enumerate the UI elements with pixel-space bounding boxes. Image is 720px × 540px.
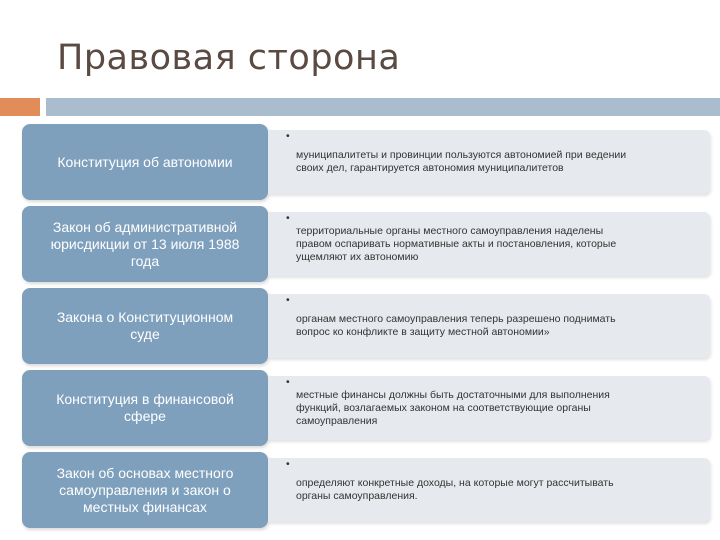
law-row (22, 452, 712, 534)
law-description-box (268, 458, 710, 522)
law-label-box (22, 370, 268, 446)
law-row (22, 206, 712, 288)
law-description-box (268, 130, 710, 194)
law-label: Закон об основах местного самоуправления и закон о местных финансах (56, 464, 234, 515)
law-row (22, 370, 712, 452)
law-label: Конституция в финансовой сфере (56, 391, 234, 424)
slide-title: Правовая сторона (57, 38, 401, 78)
bullet-icon: • (286, 294, 290, 306)
bullet-icon: • (286, 458, 290, 470)
law-description-box (268, 294, 710, 358)
law-description-box (268, 376, 710, 440)
law-label: Конституция об автономии (57, 153, 233, 170)
law-description-box (268, 212, 710, 276)
law-label: Закона о Конституционном суде (56, 309, 234, 342)
accent-blue-band (46, 98, 720, 116)
law-description: территориальные органы местного самоуправления наделены правом оспаривать нормативные акты и постановления, которые ущемляют их автономию (296, 224, 617, 263)
law-description: местные финансы должны быть достаточными для выполнения функций, возлагаемых законом на соответствующие органы самоуправления (296, 388, 610, 427)
law-label-box (22, 288, 268, 364)
law-row (22, 124, 712, 206)
law-label: Закон об административной юрисдикции от 13 июля 1988 года (50, 218, 240, 269)
law-label-box (22, 206, 268, 282)
bullet-icon: • (286, 376, 290, 388)
law-label-box (22, 124, 268, 200)
accent-orange-block (0, 98, 40, 116)
law-description: определяют конкретные доходы, на которые могут рассчитывать органы самоуправления. (296, 477, 614, 502)
bullet-icon: • (286, 212, 290, 224)
law-row (22, 288, 712, 370)
law-description: органам местного самоуправления теперь разрешено поднимать вопрос ко конфликте в защиту местной автономии» (296, 313, 616, 338)
law-description: муниципалитеты и провинции пользуются автономией при ведении своих дел, гарантируется автономия муниципалитетов (296, 149, 627, 174)
law-rows (22, 124, 712, 534)
law-label-box (22, 452, 268, 528)
bullet-icon: • (286, 130, 290, 142)
header-accent-bar (0, 98, 720, 116)
